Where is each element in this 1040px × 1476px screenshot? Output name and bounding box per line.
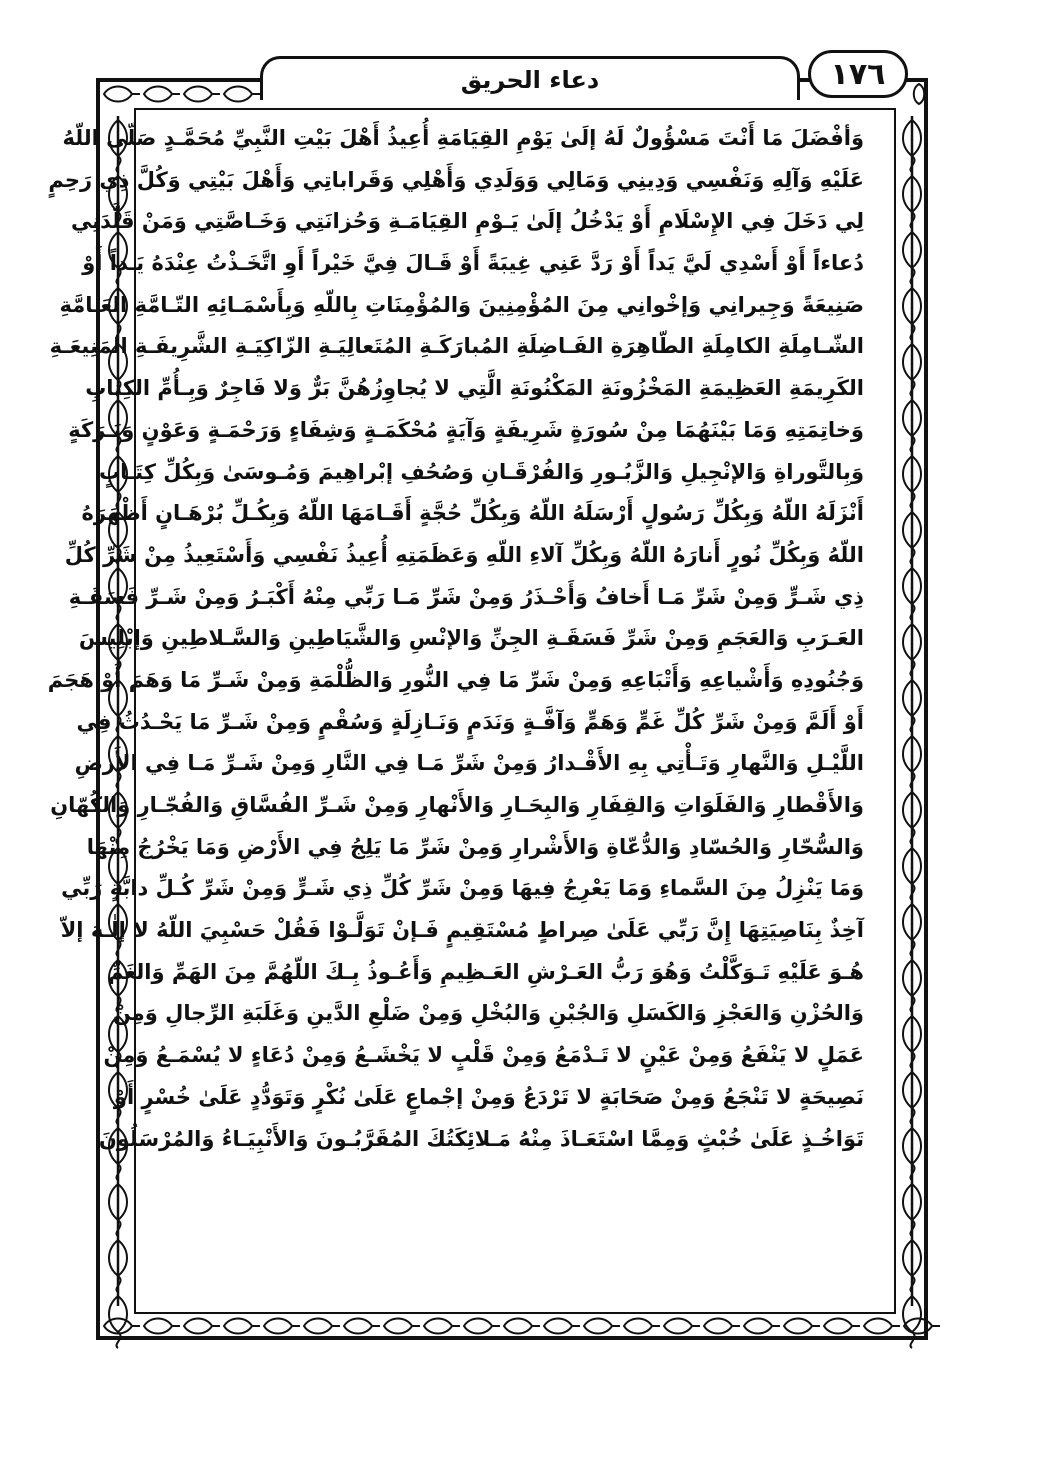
ornament-motif	[104, 1319, 140, 1334]
text-line: وَالأَقْطارِ وَالفَلَوَاتِ وَالقِفَارِ وَالبِحَـارِ وَالأَنْهارِ وَمِنْ شَـرِّ الفُسَّاقِ وَالفُجّـارِ وَالكُهّانِ	[50, 793, 864, 817]
text-line: دُعاءاً أَوْ أَسْدِي لَيَّ يَداً أَوْ رَدَّ عَنِي غِيبَةً أَوْ قَـالَ فِيَّ خَيْراً أَوِ اتَّخَـذْتُ عِنْدَهُ يَـداً أَوْ	[82, 251, 864, 276]
text-line: العَـرَبِ وَالعَجَمِ وَمِنْ شَرِّ فَسَقَـةِ الجِنِّ وَالإنْسِ وَالشَّيَاطِينِ وَالسَّـلاطِينِ وَإبْلِيسَ	[78, 626, 864, 651]
text-line: نَصِيحَةٍ لا تَنْجَعُ وَمِنْ صَحَابَةٍ لا تَرْدَعُ وَمِنْ إجْماعٍ عَلَىٰ نُكْرٍ وَتَوَدُّدٍ عَلَىٰ خُسْرٍ أَوْ	[113, 1084, 864, 1109]
ornament-motif	[104, 87, 140, 102]
ornament-motif	[704, 1319, 740, 1334]
text-line: هُـوَ عَلَيْهِ تَـوَكَّلْتُ وَهُوَ رَبُّ العَـرْشِ العَـظِيمِ وَأَعُـوذُ بِـكَ اللّهُمَّ مِنَ الهَمِّ وَالغَمِّ	[108, 959, 864, 984]
ornament-motif	[224, 1319, 260, 1334]
text-line: لِي دَخَلَ فِي الإِسْلَامِ أَوْ يَدْخُلُ إلَىٰ يَـوْمِ القِيَامَـةِ وَحُزانَتِي وَخَـاصَّتِي وَمَنْ قَلَّدَنِي	[70, 209, 864, 234]
ornament-motif	[904, 1319, 940, 1334]
ornament-motif	[624, 1319, 660, 1334]
top-left-ornament-strip	[100, 82, 260, 106]
ornament-motif	[584, 1319, 620, 1334]
text-line: وَالسُّحّارِ وَالحُسّادِ وَالدُّعّاةِ وَالأَشْرارِ وَمِنْ شَرِّ مَا يَلِجُ فِي الأَرْضِ وَمَا يَخْرُجُ مِنْهَا	[86, 834, 864, 859]
text-line: وَجُنُودِهِ وَأَشْياعِهِ وَأَتْبَاعِهِ وَمِنْ شَرِّ مَا فِي النُّورِ وَالظُّلْمَةِ وَمِنْ شَـرِّ مَا وَهَمَ أَوْ هَجَمَ	[47, 667, 864, 692]
text-line: اللَّيْـلِ وَالنَّهارِ وَتَـأْتِي بِهِ الأَقْـدارُ وَمِنْ شَرِّ مَـا فِي النَّارِ وَمِنْ شَـرِّ مَـا فِي الأَرضِ	[74, 751, 864, 776]
ornament-motif	[544, 1319, 580, 1334]
ornament-motif	[384, 1319, 420, 1334]
ornament-motif	[304, 1319, 340, 1334]
text-line: وَالحُزْنِ وَالعَجْزِ وَالكَسَلِ وَالجُبْنِ وَالبُخْلِ وَمِنْ ضَلْعِ الدَّينِ وَغَلَبَةِ الرِّجالِ وَمِنْ	[112, 1001, 864, 1026]
ornament-motif	[824, 1319, 860, 1334]
ornament-motif	[664, 1319, 700, 1334]
text-line: وَخاتِمَتِهِ وَمَا بَيْنَهُمَا مِنْ سُورَةٍ شَرِيفَةٍ وَآيَةٍ مُحْكَمَـةٍ وَشِفَاءٍ وَرَحْمَـةٍ وَعَوْنٍ وَبَـرَكَةٍ	[68, 417, 864, 442]
text-line: آخِذٌ بِنَاصِيَتِهَا إِنَّ رَبِّي عَلَىٰ صِراطٍ مُسْتَقِيمٍ فَـإنْ تَوَلَّـوْا فَقُلْ حَسْبِيَ اللّهُ لا إلٰـهَ إلاّ	[60, 918, 864, 943]
ornament-motif	[184, 1319, 220, 1334]
text-line: اللّهُ وَبِكُلِّ نُورٍ أَنارَهُ اللّهُ وَبِكُلِّ آلاءِ اللّهِ وَعَظَمَتِهِ أُعِيذُ نَفْسِي وَأَسْتَعِيذُ مِنْ شَرِّ كُلِّ	[64, 542, 864, 567]
text-line: وَبِالتَّوراةِ وَالإنْجِيلِ وَالزَّبُـورِ وَالفُرْقَـانِ وَصُحُفِ إبْراهِيمَ وَمُـوسَىٰ وَبِكُلِّ كِتَـابٍ	[99, 459, 864, 484]
text-line: عَلَيْهِ وَآلِهِ وَنَفْسِي وَدِينِي وَمَالِي وَوَلَدِي وَأَهْلِي وَقَراباتِي وَأَهْلَ بَيْتِي وَكُلَّ ذِي رَحِمٍ	[48, 167, 864, 192]
text-line: عَمَلٍ لا يَنْفَعُ وَمِنْ عَيْنٍ لا تَـدْمَعُ وَمِنْ قَلْبٍ لا يَخْشَـعُ وَمِنْ دُعَاءٍ لا يُسْمَـعُ وَمِنْ	[103, 1043, 864, 1068]
ornament-motif	[224, 87, 260, 102]
page-title: دعاء الحريق	[460, 65, 600, 94]
text-line: تَوَاخُـذٍ عَلَىٰ خُبْثٍ وَمِمَّا اسْتَعَـاذَ مِنْهُ مَـلائِكَتُكَ المُقَرَّبُـونَ وَالأَنْبِيَـاءُ وَالمُرْسَلُونَ	[98, 1126, 864, 1151]
text-line: الكَرِيمَةِ العَظِيمَةِ المَخْزُونَةِ المَكْنُونَةِ الَّتِي لا يُجاوِزُهُنَّ بَرٌّ وَلا فَاجِرٌ وَبِـأُمِّ الكِتابِ	[85, 376, 864, 401]
right-ornament-strip	[898, 116, 926, 1306]
text-line: ذِي شَـرٍّ وَمِنْ شَرِّ مَـا أَخافُ وَأَحْـذَرُ وَمِنْ شَرِّ مَـا رَبِّي مِنْهُ أَكْبَـرُ وَمِنْ شَـرِّ فَسَقَـةِ	[68, 584, 864, 609]
text-line: أَوْ أَلَمَّ وَمِنْ شَرِّ كُلِّ غَمٍّ وَهَمٍّ وَآفَّـةٍ وَنَدَمٍ وَنَـازِلَةٍ وَسُقْمٍ وَمِنْ شَـرِّ مَا يَحْـدُثُ فِي	[76, 709, 864, 734]
text-line: وَأفْضَلَ مَا أَنْتَ مَسْؤُولٌ لَهُ إلَىٰ يَوْمِ القِيَامَةِ أُعِيذُ أَهْلَ بَيْتِ النَّبِيِّ مُحَمَّـدٍ صَلّى اللّهُ	[62, 126, 864, 150]
bottom-ornament-strip	[100, 1314, 924, 1338]
text-line: الشّـامِلَةِ الكامِلَةِ الطّاهِرَةِ الفَـاضِلَةِ المُبارَكَـةِ المُتَعالِيَـةِ الزّاكِيَـةِ الشَّرِيفَـةِ المَنِيعَـةِ	[49, 334, 864, 359]
ornament-motif	[424, 1319, 460, 1334]
text-line: أَنْزَلَهُ اللّهُ وَبِكُلِّ رَسُولٍ أَرْسَلَهُ اللّهُ وَبِكُلِّ حُجَّةٍ أَقَـامَهَا اللّهُ وَبِكُـلِّ بُرْهَـانٍ أَظْهَرَهُ	[81, 501, 864, 526]
ornament-motif	[464, 1319, 500, 1334]
top-right-ornament-strip	[910, 82, 928, 106]
ornament-motif	[504, 1319, 540, 1334]
ornament-motif	[864, 1319, 900, 1334]
text-line: صَنِيعَةً وَجِيرانِي وَإخْوانِي مِنَ المُؤْمِنِينَ وَالمُؤْمِنَاتِ بِاللّهِ وَبِأَسْمَـائِهِ التّـامَّةِ العَـامَّةِ	[59, 292, 864, 317]
page-title-box	[260, 56, 800, 100]
ornament-motif	[144, 1319, 180, 1334]
prayer-text-block	[47, 118, 864, 1298]
ornament-motif	[144, 87, 180, 102]
ornament-motif	[264, 1319, 300, 1334]
ornament-motif	[744, 1319, 780, 1334]
ornament-motif	[184, 87, 220, 102]
text-line: وَمَا يَنْزِلُ مِنَ السَّماءِ وَمَا يَعْرِجُ فِيهَا وَمِنْ شَرِّ كُلِّ ذِي شَـرٍّ وَمِنْ شَرِّ كُـلِّ دابَّةٍ رَبِّي	[61, 876, 864, 901]
ornament-motif	[344, 1319, 380, 1334]
ornament-motif	[784, 1319, 820, 1334]
page-number: ١٧٦	[808, 50, 908, 98]
